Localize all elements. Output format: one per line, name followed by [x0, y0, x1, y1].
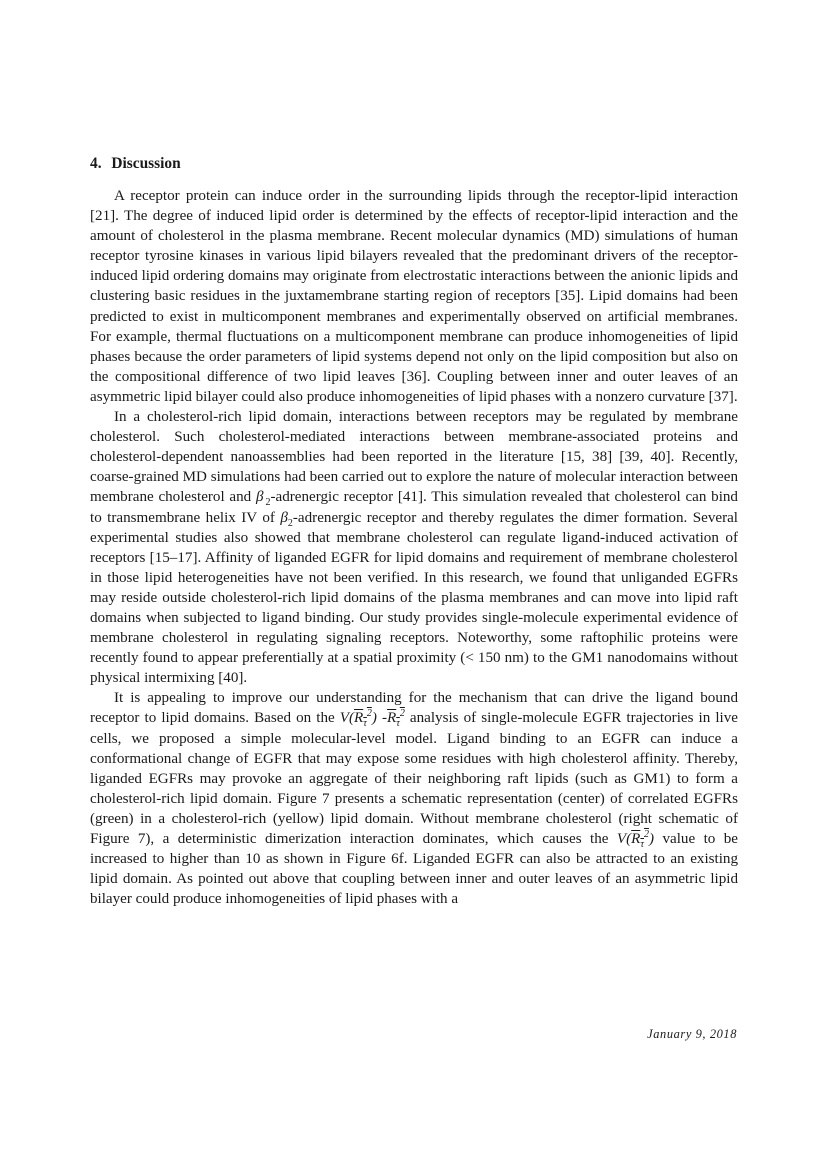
paragraph-2 — [90, 407, 738, 688]
paragraph-3-part-2: - — [376, 710, 387, 727]
variance-expression: $V(R_\tau^2)$ — [339, 708, 377, 730]
beta-symbol: β — [255, 489, 264, 506]
section-heading — [90, 154, 738, 174]
paragraph-2-part-2: -adrenergic receptor [41]. This simulation revealed that cholesterol can bind to transmembrane helix IV of — [90, 489, 738, 526]
footer-date: January 9, 2018 — [647, 1027, 737, 1041]
paragraph-2-part-3: -adrenergic receptor and thereby regulates the dimer formation. Several experimental studies also showed that membrane cholesterol can regulate ligand-induced activation of receptors [15–17]. Affinity of liganded EGFR for lipid domains and requirement of membrane cholesterol in those lipid heterogeneities have not been verified. In this research, we found that unliganded EGFRs may reside outside cholesterol-rich lipid domains of the plasma membranes and can move into lipid raft domains when subjected to ligand binding. Our study provides single-molecule experimental evidence of membrane cholesterol in regulating signaling receptors. Noteworthy, some raftophilic proteins were recently found to appear preferentially at a spatial proximity (< 150 nm) to the GM1 nanodomains without physical intermixing [40]. — [90, 509, 738, 687]
paragraph-2-part-1: In a cholesterol-rich lipid domain, interactions between receptors may be regulated by membrane cholesterol. Such cholesterol-mediated interactions between membrane-associated proteins and cholesterol-dependent nanoassemblies had been reported in the literature [15, 38] [39, 40]. Recently, coarse-grained MD simulations had been carried out to explore the nature of molecular interaction between membrane cholesterol and — [90, 409, 738, 506]
beta-symbol: β — [280, 509, 288, 526]
paragraph-1: A receptor protein can induce order in the surrounding lipids through the receptor-lipid interaction [21]. The degree of induced lipid order is determined by the effects of receptor-lipid interaction and the amount of cholesterol in the plasma membrane. Recent molecular dynamics (MD) simulations of human receptor tyrosine kinases in various lipid bilayers revealed that the predominant drivers of the receptor-induced lipid ordering domains may originate from electrostatic interactions between the anionic lipids and clustering basic residues in the juxtamembrane starting region of receptors [35]. Lipid domains had been predicted to exist in multicomponent membranes and experimentally observed on artificial membranes. For example, thermal fluctuations on a multicomponent membrane can produce inhomogeneities of lipid phases because the order parameters of lipid systems depend not only on the lipid composition but also on the compositional difference of two lipid leaves [36]. Coupling between inner and outer leaves of an asymmetric lipid bilayer could also produce inhomogeneities of lipid phases with a nonzero curvature [37]. — [90, 188, 738, 405]
page-body — [90, 154, 738, 909]
beta-subscript: 2 — [287, 517, 293, 529]
beta-subscript: 2 — [265, 497, 271, 509]
paragraph-3-part-4: value to be increased to higher than 10 as shown in Figure 6f. Liganded EGFR can also be attracted to an existing lipid domain. As pointed out above that coupling between inner and outer leaves of an asymmetric lipid bilayer could produce inhomogeneities of lipid phases with a — [90, 831, 738, 908]
paragraph-3-part-3: analysis of single-molecule EGFR trajectories in live cells, we proposed a simple molecular-level model. Ligand binding to an EGFR can induce a conformational change of EGFR that may expose some residues with high cholesterol affinity. Thereby, liganded EGFRs may provoke an aggregate of their neighboring raft lipids (such as GM1) to form a cholesterol-rich lipid domain. Figure 7 presents a schematic representation (center) of correlated EGFRs (green) in a cholesterol-rich (yellow) lipid domain. Without membrane cholesterol (right schematic of Figure 7), a deterministic dimerization interaction dominates, which causes the — [90, 710, 739, 847]
variance-expression: $V(R_\tau^2)$ — [616, 828, 655, 851]
section-title: Discussion — [111, 155, 181, 172]
paragraph-3 — [90, 688, 738, 909]
paragraph-3-part-1: It is appealing to improve our understanding for the mechanism that can drive the ligand bound receptor to lipid domains. Based on the — [90, 690, 738, 727]
section-number: 4. — [90, 155, 102, 172]
mean-expression: $R_\tau^2$ — [387, 708, 405, 730]
